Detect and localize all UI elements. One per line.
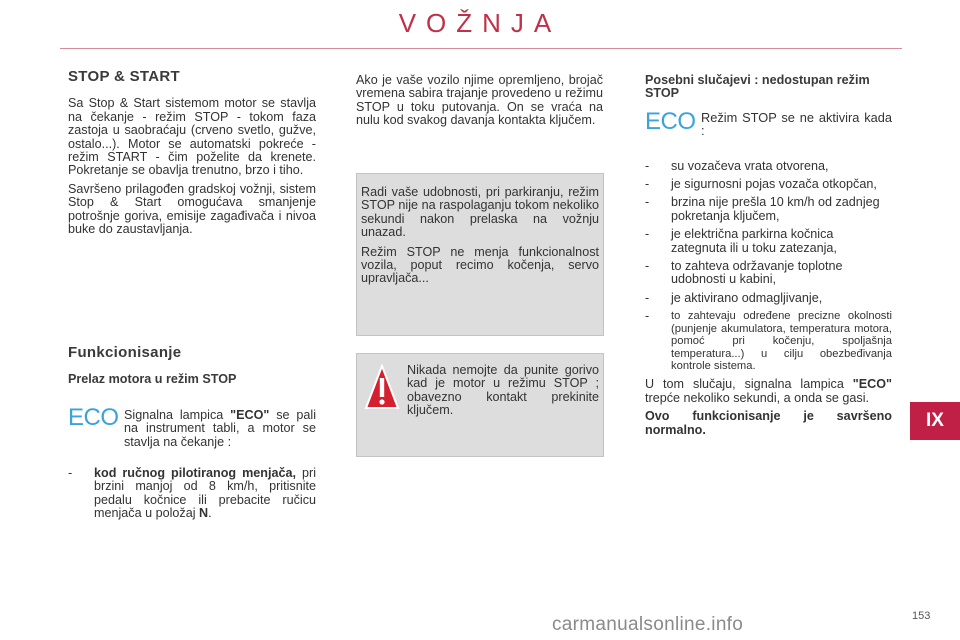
bullet-dash: - xyxy=(645,259,650,274)
list-item xyxy=(645,292,892,305)
bullet-dash: - xyxy=(68,466,73,481)
page-title: VOŽNJA xyxy=(398,8,562,38)
eco-lamp-text-post: se pali na instrument tabli, a motor se stavlja na čekanje : xyxy=(124,407,316,449)
right-paragraph xyxy=(645,378,892,405)
section-heading-functioning: Funkcionisanje xyxy=(68,344,182,361)
info-paragraph-1: Radi vaše udobnosti, pri parkiranju, režim STOP nije na raspolaganju tokom nekoliko sekundi nakon prelaska na vožnju unazad. xyxy=(361,185,599,240)
list-item xyxy=(645,178,892,191)
info-box xyxy=(356,173,604,336)
bullet-dash: - xyxy=(645,309,650,324)
left-lower-column xyxy=(68,346,316,526)
warning-text: Nikada nemojte da punite gorivo kad je motor u režimu STOP ; obavezno kontakt prekinite ključem. xyxy=(407,363,599,418)
bullet-dash: - xyxy=(645,227,650,242)
eco-lamp-text xyxy=(124,409,316,449)
left-bullet xyxy=(68,467,316,521)
middle-paragraph: Ako je vaše vozilo njime opremljeno, brojač vremena sabira trajanje provedeno u režimu STOP u toku putovanja. On se vraća na nulu kod svakog davanja kontakta ključem. xyxy=(356,73,603,128)
list-item-text: je sigurnosni pojas vozača otkopčan, xyxy=(671,177,877,192)
left-paragraph-1: Sa Stop & Start sistemom motor se stavlja na čekanje - režim STOP - tokom faza zastoja u saobraćaju (crveno svetlo, gužve, ostalo...). Motor se automatski pokreće - režim START - čim poželite da krenete. Pokretanje se obavlja trenutno, brzo i tiho. xyxy=(68,96,316,178)
bullet-dash: - xyxy=(645,195,650,210)
eco-lamp-text-pre: Signalna lampica xyxy=(124,407,231,422)
eco-icon: ECO xyxy=(68,403,119,431)
right-column xyxy=(645,74,892,437)
right-paragraph-pre: U tom slučaju, signalna lampica xyxy=(645,377,853,392)
list-item-text: to zahtevaju određene precizne okolnosti (punjenje akumulatora, temperatura motora, pomoć pri kočenju, spoljašnja temperatura...) u cilju obezbeđivanja kontrole sistema. xyxy=(671,310,892,372)
list-item xyxy=(645,260,892,287)
page-number: 153 xyxy=(912,610,931,622)
subheading-stop-mode: Prelaz motora u režim STOP xyxy=(68,372,237,387)
list-item xyxy=(645,160,892,173)
list-item-text: to zahteva održavanje toplotne udobnosti u kabini, xyxy=(671,259,843,287)
list-item-text: je aktivirano odmagljivanje, xyxy=(671,290,823,305)
list-item-text: je električna parkirna kočnica zategnuta ili u toku zatezanja, xyxy=(671,227,837,255)
right-heading: Posebni slučajevi : nedostupan režim STOP xyxy=(645,73,870,101)
info-paragraph-2: Režim STOP ne menja funkcionalnost vozila, poput recimo kočenja, servo upravljača... xyxy=(361,244,599,286)
list-item-text: su vozačeva vrata otvorena, xyxy=(671,158,829,173)
right-bullet-list xyxy=(645,160,892,373)
section-heading-stop-start: STOP & START xyxy=(68,68,180,85)
bullet-gear-n: N xyxy=(199,506,209,521)
bullet-end: . xyxy=(208,506,212,521)
left-paragraph-2: Savršeno prilagođen gradskoj vožnji, sistem Stop & Start omogućava smanjenje potrošnje goriva, emisije zagađivača i nivoa buke do zaustavljanja. xyxy=(68,181,316,237)
right-paragraph-bold: "ECO" xyxy=(852,377,892,392)
right-eco-text: Režim STOP se ne aktivira kada : xyxy=(701,109,892,139)
eco-lamp-text-bold: "ECO" xyxy=(230,407,270,422)
chapter-tab: IX xyxy=(910,402,960,440)
bullet-dash: - xyxy=(645,290,650,305)
warning-box xyxy=(356,353,604,457)
bullet-dash: - xyxy=(645,177,650,192)
bullet-bold: kod ručnog pilotiranog menjača, xyxy=(94,466,297,481)
right-paragraph-post: trepće nekoliko sekundi, a onda se gasi. xyxy=(645,390,870,405)
eco-icon: ECO xyxy=(645,107,696,135)
eco-lamp-row xyxy=(68,403,316,449)
list-item-text: brzina nije prešla 10 km/h od zadnjeg pokretanja ključem, xyxy=(671,195,880,223)
title-divider xyxy=(60,48,902,49)
right-eco-row xyxy=(645,107,892,139)
bullet-dash: - xyxy=(645,158,650,173)
bullet-body: pri brzini manjoj od 8 km/h, pritisnite pedalu kočnice ili prebacite ručicu menjača u položaj xyxy=(94,466,317,521)
list-item xyxy=(645,196,892,223)
warning-icon xyxy=(364,364,400,412)
bullet-text xyxy=(94,467,316,521)
right-closing: Ovo funkcionisanje je savršeno normalno. xyxy=(645,409,892,437)
list-item xyxy=(645,228,892,255)
left-column xyxy=(68,70,316,241)
list-item xyxy=(645,310,892,372)
watermark: carmanualsonline.info xyxy=(552,614,744,635)
